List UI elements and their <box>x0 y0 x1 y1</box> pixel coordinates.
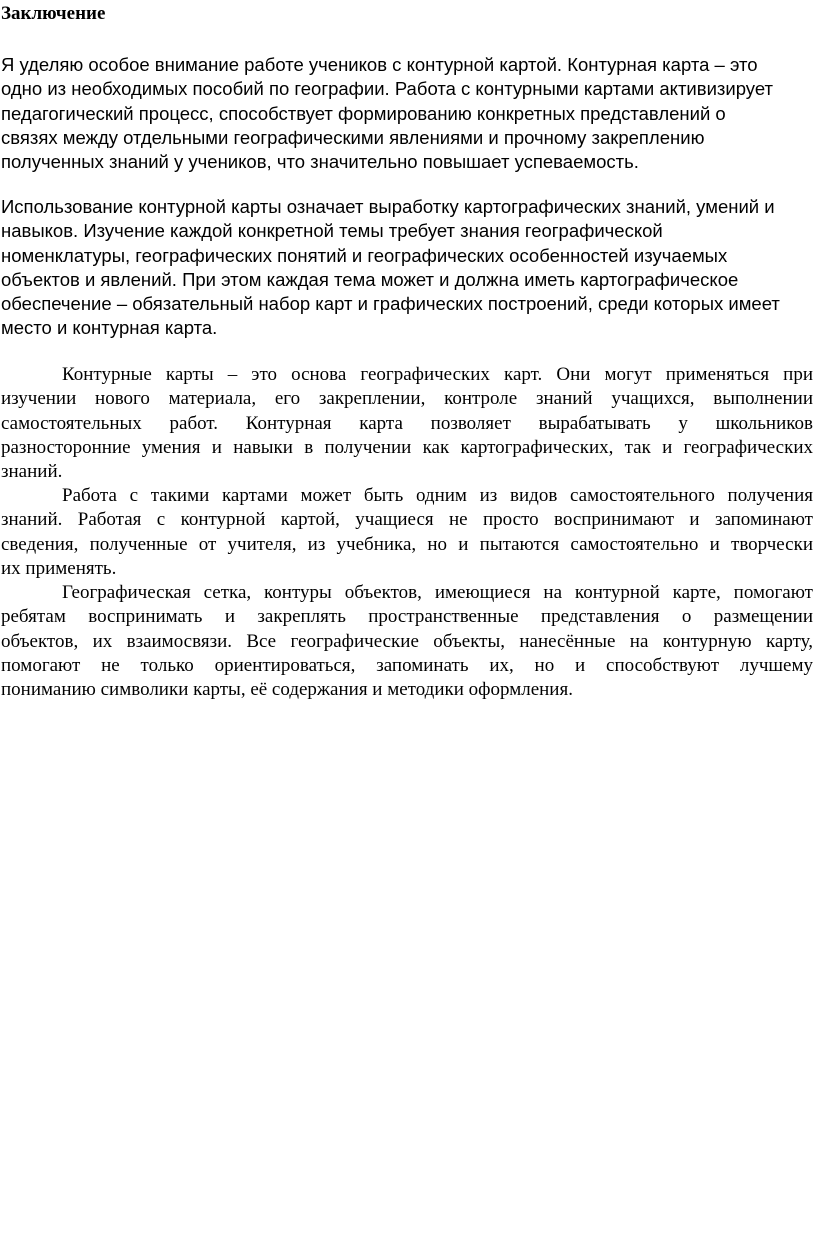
paragraph-3 <box>1 363 813 484</box>
text-line: номенклатуры, географических понятий и географических особенностей изучаемых <box>1 244 728 266</box>
text-line: Географическая сетка, контуры объектов, имеющиеся на контурной карте, помогают <box>62 582 813 603</box>
text-line: их применять. <box>1 557 117 579</box>
text-line: пониманию символики карты, её содержания и методики оформления. <box>1 679 573 701</box>
text-line: разносторонние умения и навыки в получении как картографических, так и географических <box>1 436 813 458</box>
text-line: объектов, их взаимосвязи. Все географические объекты, нанесённые на контурную карту, <box>1 630 813 652</box>
text-line: навыков. Изучение каждой конкретной темы требует знания географической <box>1 220 663 242</box>
text-line: помогают не только ориентироваться, запоминать их, но и способствуют лучшему <box>1 654 813 676</box>
text-line: Я уделяю особое внимание работе учеников с контурной картой. Контурная карта – это <box>1 54 758 75</box>
text-line: Работа с такими картами может быть одним из видов самостоятельного получения <box>62 485 813 506</box>
document-title: Заключение <box>1 3 106 24</box>
text-line: полученных знаний у учеников, что значительно повышает успеваемость. <box>1 151 639 173</box>
text-line: место и контурная карта. <box>1 317 218 339</box>
text-line: знаний. Работая с контурной картой, учащиеся не просто воспринимают и запоминают <box>1 509 813 531</box>
text-line: одно из необходимых пособий по географии. Работа с контурными картами активизирует <box>1 78 773 100</box>
text-line: Контурные карты – это основа географических карт. Они могут применяться при <box>62 364 813 385</box>
text-line: сведения, полученные от учителя, из учебника, но и пытаются самостоятельно и творчески <box>1 533 813 555</box>
paragraph-2 <box>1 195 813 341</box>
text-line: знаний. <box>1 461 63 483</box>
text-line: обеспечение – обязательный набор карт и графических построений, среди которых имеет <box>1 293 780 315</box>
text-line: изучении нового материала, его закреплении, контроле знаний учащихся, выполнении <box>1 388 813 410</box>
paragraph-1 <box>1 53 813 174</box>
text-line: Использование контурной карты означает выработку картографических знаний, умений и <box>1 196 775 217</box>
text-line: самостоятельных работ. Контурная карта позволяет вырабатывать у школьников <box>1 412 813 434</box>
text-line: педагогический процесс, способствует формированию конкретных представлений о <box>1 102 726 124</box>
text-line: связях между отдельными географическими явлениями и прочному закреплению <box>1 126 705 148</box>
paragraph-5 <box>1 581 813 702</box>
paragraph-4 <box>1 484 813 581</box>
text-line: ребятам воспринимать и закреплять пространственные представления о размещении <box>1 606 813 628</box>
text-line: объектов и явлений. При этом каждая тема может и должна иметь картографическое <box>1 268 739 290</box>
